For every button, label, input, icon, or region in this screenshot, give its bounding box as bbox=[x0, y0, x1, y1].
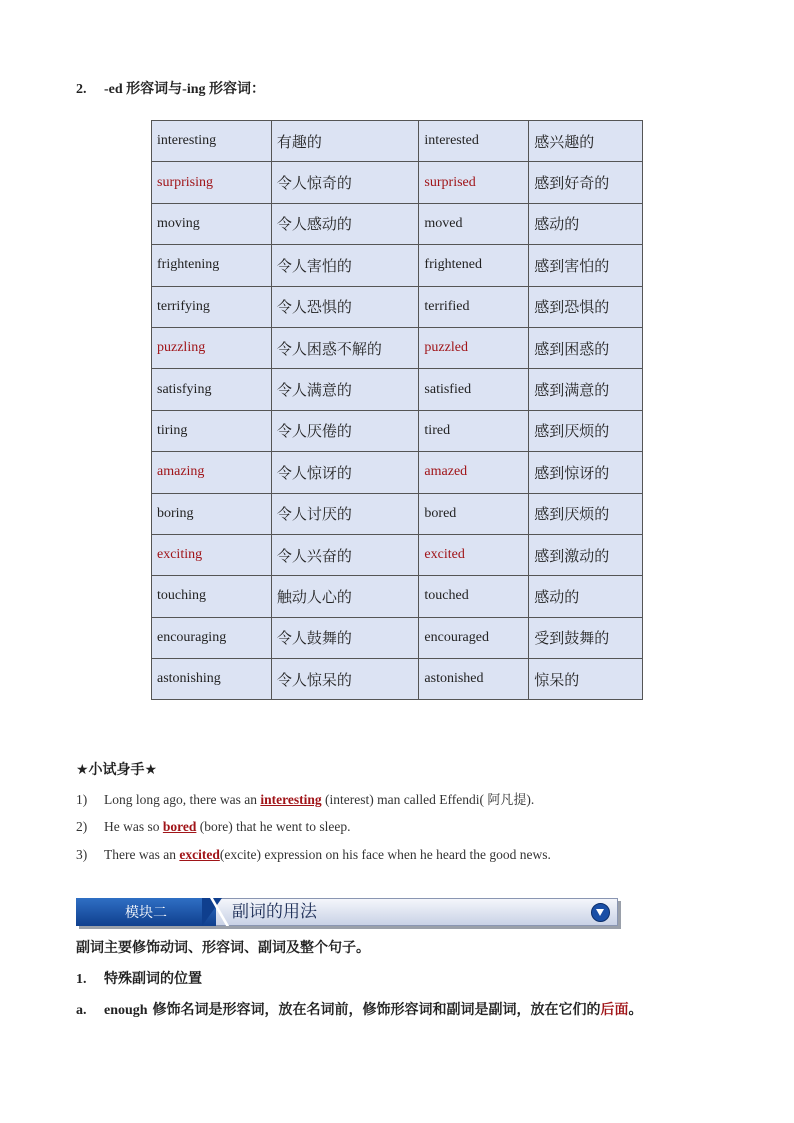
ed-meaning: 感到厌烦的 bbox=[529, 493, 643, 534]
ed-adjective: bored bbox=[419, 493, 529, 534]
ed-adjective: interested bbox=[419, 121, 529, 162]
ed-adjective: terrified bbox=[419, 286, 529, 327]
table-row bbox=[152, 493, 643, 534]
ing-meaning: 令人鼓舞的 bbox=[271, 617, 419, 658]
trial-title: ★小试身手★ bbox=[76, 762, 158, 778]
ed-meaning: 感到激动的 bbox=[529, 534, 643, 575]
ed-adjective: excited bbox=[419, 534, 529, 575]
ed-adjective: encouraged bbox=[419, 617, 529, 658]
ing-adjective: satisfying bbox=[152, 369, 272, 410]
exercise-text: ). bbox=[526, 792, 535, 807]
ing-meaning: 令人困惑不解的 bbox=[271, 327, 419, 368]
ed-meaning: 感到好奇的 bbox=[529, 162, 643, 203]
ed-adjective: frightened bbox=[419, 245, 529, 286]
rule-text: 修饰名词是形容词，放在名词前，修饰形容词和副词是副词，放在它们的 bbox=[147, 1002, 601, 1018]
ing-adjective: interesting bbox=[152, 121, 272, 162]
ed-meaning: 惊呆的 bbox=[529, 659, 643, 700]
subheading-1 bbox=[76, 968, 202, 988]
table-row bbox=[152, 576, 643, 617]
ed-adjective: moved bbox=[419, 203, 529, 244]
table-row bbox=[152, 659, 643, 700]
module-header bbox=[76, 898, 618, 926]
ing-meaning: 令人惊讶的 bbox=[271, 452, 419, 493]
module-tag: 模块二 bbox=[76, 898, 216, 926]
exercise-text: (excite) expression on his face when he heard the good news. bbox=[219, 847, 551, 862]
exercise-index: 3) bbox=[76, 847, 88, 862]
ing-adjective: tiring bbox=[152, 410, 272, 451]
ing-adjective: terrifying bbox=[152, 286, 272, 327]
exercise-text: He was so bbox=[104, 819, 163, 834]
ed-meaning: 感动的 bbox=[529, 576, 643, 617]
ed-meaning: 感到困惑的 bbox=[529, 327, 643, 368]
ed-meaning: 感到满意的 bbox=[529, 369, 643, 410]
section-heading bbox=[76, 78, 265, 98]
table-row bbox=[152, 327, 643, 368]
section-title: -ed 形容词与-ing 形容词： bbox=[104, 82, 265, 97]
ed-meaning: 受到鼓舞的 bbox=[529, 617, 643, 658]
exercise-text: Long long ago, there was an bbox=[104, 792, 261, 807]
table-row bbox=[152, 245, 643, 286]
exercise-index: 2) bbox=[76, 819, 88, 834]
ed-meaning: 感兴趣的 bbox=[529, 121, 643, 162]
table-row bbox=[152, 121, 643, 162]
ed-adjective: surprised bbox=[419, 162, 529, 203]
rule-word: enough bbox=[104, 1003, 148, 1018]
ing-meaning: 令人恐惧的 bbox=[271, 286, 419, 327]
section-number: 2. bbox=[76, 82, 87, 97]
exercise-1 bbox=[76, 789, 534, 808]
ing-meaning: 令人惊奇的 bbox=[271, 162, 419, 203]
ing-adjective: frightening bbox=[152, 245, 272, 286]
intro-text: 副词主要修饰动词、形容词、副词及整个句子。 bbox=[76, 940, 370, 956]
ing-adjective: encouraging bbox=[152, 617, 272, 658]
ing-meaning: 有趣的 bbox=[271, 121, 419, 162]
ing-adjective: exciting bbox=[152, 534, 272, 575]
exercise-text: (interest) man called Effendi( bbox=[321, 792, 488, 807]
exercise-answer: bored bbox=[162, 819, 197, 834]
table-row bbox=[152, 203, 643, 244]
table-row bbox=[152, 286, 643, 327]
ed-meaning: 感动的 bbox=[529, 203, 643, 244]
module-title: 副词的用法 bbox=[232, 902, 317, 922]
ing-meaning: 触动人心的 bbox=[271, 576, 419, 617]
rule-highlight: 后面 bbox=[600, 1002, 629, 1018]
exercise-cn: 阿凡提 bbox=[487, 793, 527, 808]
ing-meaning: 令人满意的 bbox=[271, 369, 419, 410]
subheading-number: 1. bbox=[76, 972, 87, 987]
exercise-answer: excited bbox=[179, 847, 220, 862]
exercise-text: (bore) that he went to sleep. bbox=[196, 819, 351, 834]
adjective-table bbox=[151, 120, 643, 700]
ed-meaning: 感到惊讶的 bbox=[529, 452, 643, 493]
exercise-text: There was an bbox=[104, 847, 180, 862]
table-row bbox=[152, 534, 643, 575]
ed-adjective: puzzled bbox=[419, 327, 529, 368]
ed-meaning: 感到恐惧的 bbox=[529, 286, 643, 327]
table-row bbox=[152, 617, 643, 658]
ed-meaning: 感到害怕的 bbox=[529, 245, 643, 286]
rule-index: a. bbox=[76, 1003, 87, 1018]
ing-adjective: astonishing bbox=[152, 659, 272, 700]
ed-adjective: tired bbox=[419, 410, 529, 451]
ed-adjective: satisfied bbox=[419, 369, 529, 410]
table-row bbox=[152, 162, 643, 203]
exercise-answer: interesting bbox=[260, 792, 322, 807]
ing-meaning: 令人感动的 bbox=[271, 203, 419, 244]
ing-adjective: touching bbox=[152, 576, 272, 617]
exercise-index: 1) bbox=[76, 792, 88, 807]
table-row bbox=[152, 410, 643, 451]
ing-adjective: moving bbox=[152, 203, 272, 244]
ed-adjective: astonished bbox=[419, 659, 529, 700]
ed-adjective: touched bbox=[419, 576, 529, 617]
ing-meaning: 令人惊呆的 bbox=[271, 659, 419, 700]
ing-meaning: 令人讨厌的 bbox=[271, 493, 419, 534]
ing-adjective: puzzling bbox=[152, 327, 272, 368]
chevron-down-icon[interactable] bbox=[591, 903, 610, 922]
ed-adjective: amazed bbox=[419, 452, 529, 493]
ing-meaning: 令人厌倦的 bbox=[271, 410, 419, 451]
ing-adjective: amazing bbox=[152, 452, 272, 493]
rule-end: 。 bbox=[628, 1002, 643, 1018]
subheading-title: 特殊副词的位置 bbox=[104, 971, 202, 987]
table-row bbox=[152, 369, 643, 410]
exercise-2 bbox=[76, 819, 350, 835]
exercise-3 bbox=[76, 847, 551, 863]
ing-adjective: surprising bbox=[152, 162, 272, 203]
ing-adjective: boring bbox=[152, 493, 272, 534]
table-row bbox=[152, 452, 643, 493]
rule-a bbox=[76, 999, 642, 1019]
ing-meaning: 令人害怕的 bbox=[271, 245, 419, 286]
ed-meaning: 感到厌烦的 bbox=[529, 410, 643, 451]
ing-meaning: 令人兴奋的 bbox=[271, 534, 419, 575]
